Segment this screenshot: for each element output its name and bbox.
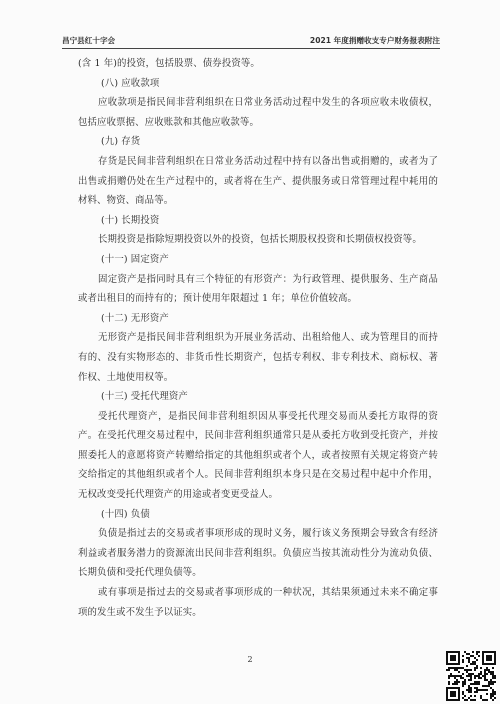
page-number: 2 (247, 655, 253, 664)
page-header (62, 33, 440, 47)
header-report-title: 2021 年度捐赠收支专户财务报表附注 (309, 36, 440, 45)
body-paragraph: 应收款项是指民间非营利组织在日常业务活动过程中发生的各项应收未收债权，包括应收票据、应收账款和其他应收款等。 (78, 97, 438, 128)
section-heading: (八) 应收款项 (101, 77, 160, 89)
header-organization: 昌宁县红十字会 (62, 36, 116, 45)
body-paragraph: 或有事项是指过去的交易或者事项形成的一种状况，其结果须通过未来不确定事项的发生或不发生予以证实。 (78, 587, 438, 618)
section-heading: (十三) 受托代理资产 (101, 391, 188, 403)
body-paragraph: 存货是民间非营利组织在日常业务活动过程中持有以备出售或捐赠的，或者为了出售或捐赠仍处在生产过程中的，或者将在生产、提供服务或日常管理过程中耗用的材料、物资、商品等。 (78, 155, 438, 207)
section-heading: (十二) 无形资产 (101, 312, 169, 324)
body-paragraph: 受托代理资产，是指民间非营利组织因从事受托代理交易而从委托方取得的资产。在受托代理交易过程中，民间非营利组织通常只是从委托方收到受托资产，并按照委托人的意愿将资产转赠给指定的其他组织或者个人，或者按照有关规定将资产转交给指定的其他组织或者个人。民间非营利组织本身只是在交易过程中起中介作用，无权改变受托代理资产的用途或者变更受益人。 (78, 410, 438, 501)
qr-code-icon (446, 651, 496, 701)
body-paragraph: 固定资产是指同时具有三个特征的有形资产：为行政管理、提供服务、生产商品或者出租目的而持有的；预计使用年限超过 1 年；单位价值较高。 (78, 273, 438, 305)
body-paragraph: 长期投资是指除短期投资以外的投资，包括长期股权投资和长期债权投资等。 (98, 234, 422, 246)
section-heading: (十) 长期投资 (101, 214, 160, 226)
header-divider (62, 48, 440, 49)
body-paragraph: (含 1 年)的投资，包括股票、债券投资等。 (78, 58, 260, 69)
body-paragraph: 负债是指过去的交易或者事项形成的现时义务，履行该义务预期会导致含有经济利益或者服务潜力的资源流出民间非营利组织。负债应当按其流动性分为流动负债、长期负债和受托代理负债等。 (78, 528, 438, 579)
section-heading: (九) 存货 (101, 136, 141, 148)
body-paragraph: 无形资产是指民间非营利组织为开展业务活动、出租给他人、或为管理目的而持有的、没有实物形态的、非货币性长期资产，包括专利权、非专利技术、商标权、著作权、土地使用权等。 (78, 332, 438, 383)
section-heading: (十四) 负债 (101, 508, 150, 520)
section-heading: (十一) 固定资产 (101, 253, 169, 265)
document-body (78, 54, 438, 622)
